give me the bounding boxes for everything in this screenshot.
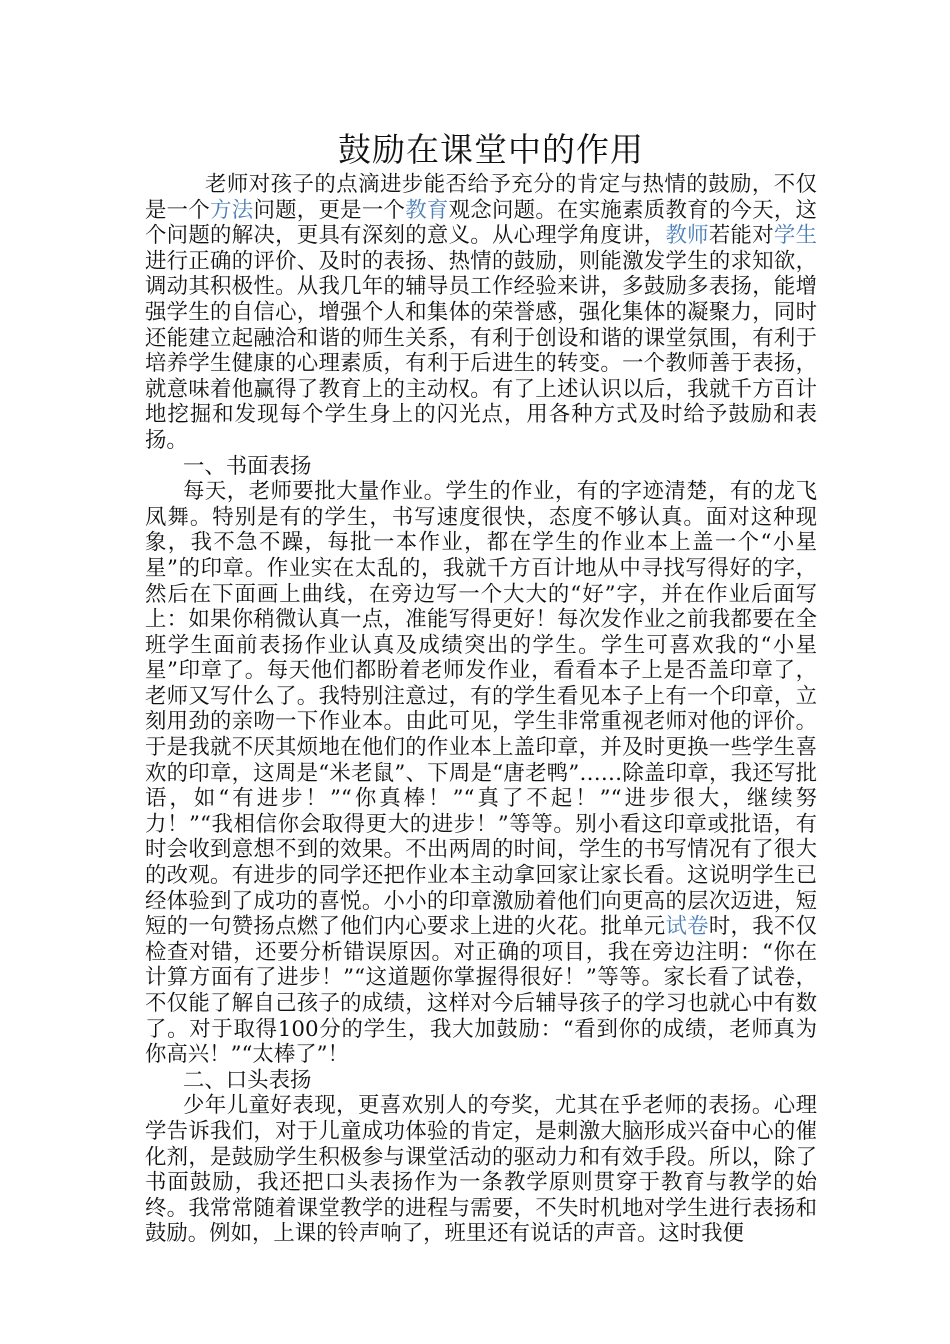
document-title: 鼓励在课堂中的作用 — [338, 130, 644, 169]
text-run: 老师对孩子的点滴进步能否给予充分的肯定与热情的鼓励，不仅是一个 — [145, 172, 817, 223]
keyword-link[interactable]: 方法 — [210, 197, 254, 223]
written-praise-paragraph — [145, 479, 817, 1068]
text-run: 进行正确的评价、及时的表扬、热情的鼓励，则能激发学生的求知欲，调动其积极性。从我几年的辅导员工作经验来讲，多鼓励多表扬，能增强学生的自信心，增强个人和集体的荣誉感，强化集体的凝聚力，同时还能建立起融洽和谐的师生关系，有利于创设和谐的课堂氛围，有利于培养学生健康的心理素质，有利于后进生的转变。一个教师善于表扬，就意味着他赢得了教育上的主动权。有了上述认识以后，我就千方百计地挖掘和发现每个学生身上的闪光点，用各种方式及时给予鼓励和表扬。 — [145, 248, 817, 453]
text-run: 少年儿童好表现，更喜欢别人的夸奖，尤其在乎老师的表扬。心理学告诉我们，对于儿童成功体验的肯定，是刺激大脑形成兴奋中心的催化剂，是鼓励学生积极参与课堂活动的驱动力和有效手段。所以，除了书面鼓励，我还把口头表扬作为一条教学原则贯穿于教育与教学的始终。我常常随着课堂教学的进程与需要，不失时机地对学生进行表扬和鼓励。例如，上课的铃声响了，班里还有说话的声音。这时我便 — [145, 1093, 817, 1247]
keyword-link[interactable]: 教育 — [405, 197, 449, 223]
section-heading-oral-praise: 二、口头表扬 — [183, 1067, 312, 1093]
text-run: 观念问题。在实施素质教育的今天，这个问题的解决，更具有深刻的意义。从心理学角度讲， — [145, 197, 817, 249]
text-run: 若能对 — [708, 223, 774, 249]
text-run: 每天，老师要批大量作业。学生的作业，有的字迹清楚，有的龙飞凤舞。特别是有的学生，书写速度很快，态度不够认真。面对这种现象，我不急不躁，每批一本作业，都在学生的作业本上盖一个“小星星”的印章。作业实在太乱的，我就千方百计地从中寻找写得好的字，然后在下面画上曲线，在旁边写一个大大的“好”字，并在作业后面写上：如果你稍微认真一点，准能写得更好！每次发作业之前我都要在全班学生面前表扬作业认真及成绩突出的学生。学生可喜欢我的“小星星”印章了。每天他们都盼着老师发作业，看看本子上是否盖印章了，老师又写什么了。我特别注意过，有的学生看见本子上有一个印章，立刻用劲的亲吻一下作业本。由此可见，学生非常重视老师对他的评价。于是我就不厌其烦地在他们的作业本上盖印章，并及时更换一些学生喜欢的印章，这周是“米老鼠”、下周是“唐老鸭”……除盖印章，我还写批语，如“有进步！”“你真棒！”“真了不起！”“进步很大，继续努力！”“我相信你会取得更大的进步！”等等。别小看这印章或批语，有时会收到意想不到的效果。不出两周的时间，学生的书写情况有了很大的改观。有进步的同学还把作业本主动拿回家让家长看。这说明学生已经体验到了成功的喜悦。小小的印章激励着他们向更高的层次迈进，短短的一句赞扬点燃了他们内心要求上进的火花。批单元 — [145, 479, 817, 940]
keyword-link[interactable]: 学生 — [773, 223, 817, 249]
intro-paragraph — [145, 172, 817, 454]
text-run: 时，我不仅检查对错，还要分析错误原因。对正确的项目，我在旁边注明：“你在计算方面有了进步！”“这道题你掌握得很好！”等等。家长看了试卷，不仅能了解自己孩子的成绩，这样对今后辅导孩子的学习也就心中有数了。对于取得100分的学生，我大加鼓励：“看到你的成绩，老师真为你高兴！”“太棒了”！ — [145, 914, 817, 1068]
section-heading-written-praise: 一、书面表扬 — [183, 453, 312, 479]
keyword-link[interactable]: 试卷 — [665, 914, 709, 940]
text-run: 问题，更是一个 — [253, 197, 406, 223]
document-page — [145, 128, 817, 1247]
oral-praise-paragraph — [145, 1093, 817, 1247]
keyword-link[interactable]: 教师 — [665, 223, 709, 249]
